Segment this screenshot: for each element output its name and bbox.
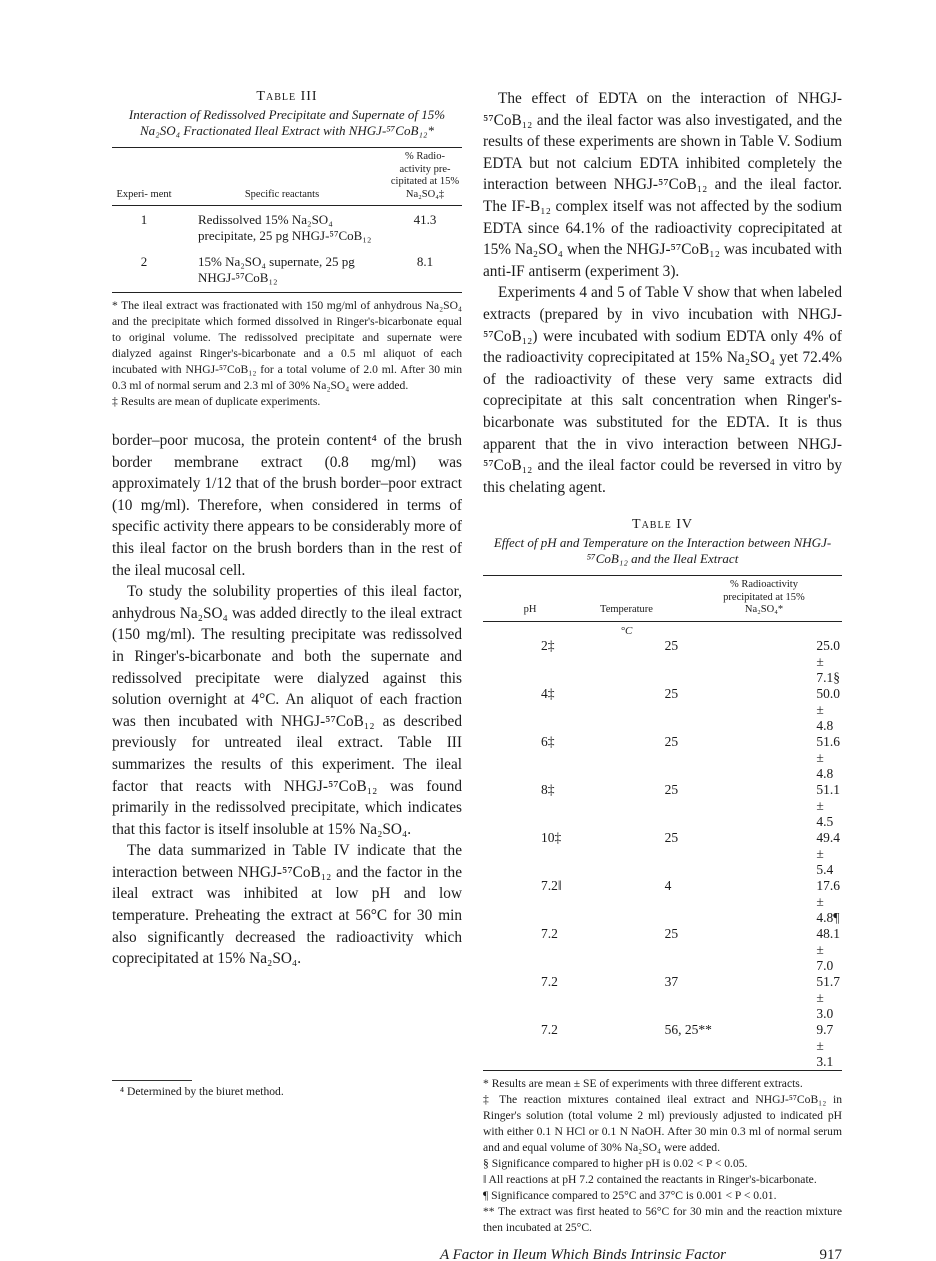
table-caption: Effect of pH and Temperature on the Interaction between NHGJ-⁵⁷CoB₁₂ and the Ileal Extract <box>493 535 832 567</box>
cell: 1 <box>140 212 148 227</box>
cell: 41.3 <box>413 212 437 227</box>
paragraph: border–poor mucosa, the protein content⁴ of the brush border membrane extract (0.8 mg/ml) was approximately 1/12 that of the brush border–poor extract (10 mg/ml). Therefore, when considered in terms of specific activity there appears to be considerably more of this ileal factor on the brush borders than in the rest of the ileal mucosal cell. <box>112 432 462 579</box>
cell-value: 49.4 ± 5.4 <box>816 829 840 877</box>
page-footnote: ⁴ Determined by the biuret method. <box>120 1085 284 1098</box>
cell-temp: 56, 25** <box>664 1021 712 1037</box>
page-footer <box>440 1236 842 1261</box>
column-header: % Radioactivity precipitated at 15% Na₂SO₄* <box>723 579 805 616</box>
cell-value: 48.1 ± 7.0 <box>816 925 840 973</box>
page-number: 917 <box>819 1246 842 1261</box>
table-caption: Interaction of Redissolved Precipitate and Supernate of 15% Na₂SO₄ Fractionated Ileal Extract with NHGJ-⁵⁷CoB₁₂* <box>128 107 446 138</box>
column-header: Experi- ment <box>116 188 172 200</box>
cell-temp: 25 <box>664 829 679 845</box>
cell-ph: 8‡ <box>541 781 555 797</box>
table-footnote: ‡ Results are mean of duplicate experiments. <box>112 395 321 408</box>
cell-ph: 7.2‖ <box>541 877 562 893</box>
cell-ph: 6‡ <box>541 733 555 749</box>
table-footnote: § Significance compared to higher pH is 0.02 < P < 0.05. <box>483 1156 748 1170</box>
column-header: % Radio- activity pre- cipitated at 15% Na₂SO₄‡ <box>390 151 460 200</box>
cell-ph: 2‡ <box>541 637 555 653</box>
table-4 <box>483 516 842 1236</box>
cell-ph: 10‡ <box>541 829 562 845</box>
column-header: Specific reactants <box>244 188 320 200</box>
cell-value: 51.6 ± 4.8 <box>816 733 840 781</box>
cell-temp: 25 <box>664 781 679 797</box>
left-column <box>112 88 462 1100</box>
cell-temp: 25 <box>664 685 679 701</box>
table-footnote: ¶ Significance compared to 25°C and 37°C is 0.001 < P < 0.01. <box>483 1188 777 1202</box>
table-row <box>112 206 462 251</box>
footnote-rule <box>112 1080 192 1081</box>
cell-temp: 25 <box>664 733 679 749</box>
table-row <box>483 974 842 1022</box>
table-3 <box>112 88 462 410</box>
running-title: A Factor in Ileum Which Binds Intrinsic Factor <box>440 1246 726 1261</box>
table-row <box>483 830 842 878</box>
cell-value: 50.0 ± 4.8 <box>816 685 840 733</box>
cell-value: 17.6 ± 4.8¶ <box>816 877 840 925</box>
cell-ph: 7.2 <box>541 1021 558 1037</box>
paragraph: The data summarized in Table IV indicate that the interaction between NHGJ-⁵⁷CoB₁₂ and the factor in the ileal extract was inhibited at low pH and low temperature. Preheating the extract at 56°C for 30 min also significantly decreased the radioactivity which coprecipitated at 15% Na₂SO₄. <box>112 842 462 968</box>
cell: Redissolved 15% Na₂SO₄ precipitate, 25 pg NHGJ-⁵⁷CoB₁₂ <box>198 212 372 243</box>
paragraph: Experiments 4 and 5 of Table V show that when labeled extracts (prepared by in vivo incubation with NHGJ-⁵⁷CoB₁₂) were incubated with sodium EDTA only 4% of the radioactivity coprecipitated at 15% Na₂SO₄ yet 72.4% of the radioactivity of these very same extracts did coprecipitate at this salt concentration when Ringer's-bicarbonate was substituted for the EDTA. It is thus apparent that the in vivo interaction between NHGJ-⁵⁷CoB₁₂ and the ileal factor could be reversed in vitro by this chelating agent. <box>483 284 842 496</box>
cell-ph: 7.2 <box>541 973 558 989</box>
cell-ph: 4‡ <box>541 685 555 701</box>
cell-value: 51.1 ± 4.5 <box>816 781 840 829</box>
table-title: Table IV <box>632 517 693 533</box>
table-row <box>483 638 842 686</box>
table-row <box>483 782 842 830</box>
table-footnote: ‡ The reaction mixtures contained ileal extract and NHGJ-⁵⁷CoB₁₂ in Ringer's solution (total volume 2 ml) previously adjusted to indicated pH with either 0.1 N HCl or 0.1 N NaOH. After 30 min 0.3 ml of normal serum and and equal volume of 30% Na₂SO₄ were added. <box>483 1092 842 1154</box>
table-row <box>483 878 842 926</box>
table-footnote: * The ileal extract was fractionated with 150 mg/ml of anhydrous Na₂SO₄ and the precipitate which formed dissolved in Ringer's-bicarbonate equal to original volume. The redissolved precipitate and supernate were dialyzed against Ringer's-bicarbonate and a 0.5 ml aliquot of each incubated with NHGJ-⁵⁷CoB₁₂ for a total volume of 2.0 ml. After 30 min 0.3 ml of normal serum and 2.3 ml of 30% Na₂SO₄ were added. <box>112 299 462 392</box>
table-row <box>483 686 842 734</box>
cell-value: 25.0 ± 7.1§ <box>816 637 840 685</box>
table-footnote: * Results are mean ± SE of experiments with three different extracts. <box>483 1076 803 1090</box>
paragraph: To study the solubility properties of this ileal factor, anhydrous Na₂SO₄ was added directly to the ileal extract (150 mg/ml). The resulting precipitate was redissolved in Ringer's-bicarbonate and both the supernate and redissolved precipitate were dialyzed against this solution overnight at 4°C. An aliquot of each fraction was then incubated with NHGJ-⁵⁷CoB₁₂ as described previously for untreated ileal extract. Table III summarizes the results of this experiment. The ileal factor that reacts with NHGJ-⁵⁷CoB₁₂ was found primarily in the redissolved precipitate, which indicates that this factor is itself insoluble at 15% Na₂SO₄. <box>112 583 462 838</box>
paragraph: The effect of EDTA on the interaction of NHGJ-⁵⁷CoB₁₂ and the ileal factor was also investigated, and the results of these experiments are shown in Table V. Sodium EDTA but not calcium EDTA inhibited completely the interaction between NHGJ-⁵⁷CoB₁₂ and the ileal factor. The IF-B₁₂ complex itself was not affected by the sodium EDTA since 64.1% of the radioactivity coprecipitated at 15% Na₂SO₄ when the NHGJ-⁵⁷CoB₁₂ was incubated with anti-IF antiserm (experiment 3). <box>483 90 842 280</box>
right-column <box>440 88 842 1261</box>
column-header: Temperature <box>600 604 653 616</box>
cell-temp: 25 <box>664 637 679 653</box>
table-footnote: ‖ All reactions at pH 7.2 contained the reactants in Ringer's-bicarbonate. <box>483 1172 817 1186</box>
cell-value: 9.7 ± 3.1 <box>816 1021 834 1069</box>
cell: 15% Na₂SO₄ supernate, 25 pg NHGJ-⁵⁷CoB₁₂ <box>198 254 355 285</box>
cell-value: 51.7 ± 3.0 <box>816 973 840 1021</box>
left-column-text <box>112 430 462 970</box>
cell: 2 <box>140 254 148 269</box>
table-row <box>483 734 842 782</box>
table-footnote: ** The extract was first heated to 56°C for 30 min and the reaction mixture then incubated at 25°C. <box>483 1204 842 1234</box>
table-row <box>483 926 842 974</box>
cell: 8.1 <box>416 254 434 269</box>
column-header: pH <box>523 604 537 616</box>
cell-ph: 7.2 <box>541 925 558 941</box>
unit-label: °C <box>620 624 633 637</box>
cell-temp: 25 <box>664 925 679 941</box>
cell-temp: 37 <box>664 973 679 989</box>
table-row <box>483 1022 842 1071</box>
table-row <box>112 250 462 293</box>
right-column-text <box>483 88 842 498</box>
cell-temp: 4 <box>664 877 672 893</box>
table-title: Table III <box>256 89 318 104</box>
